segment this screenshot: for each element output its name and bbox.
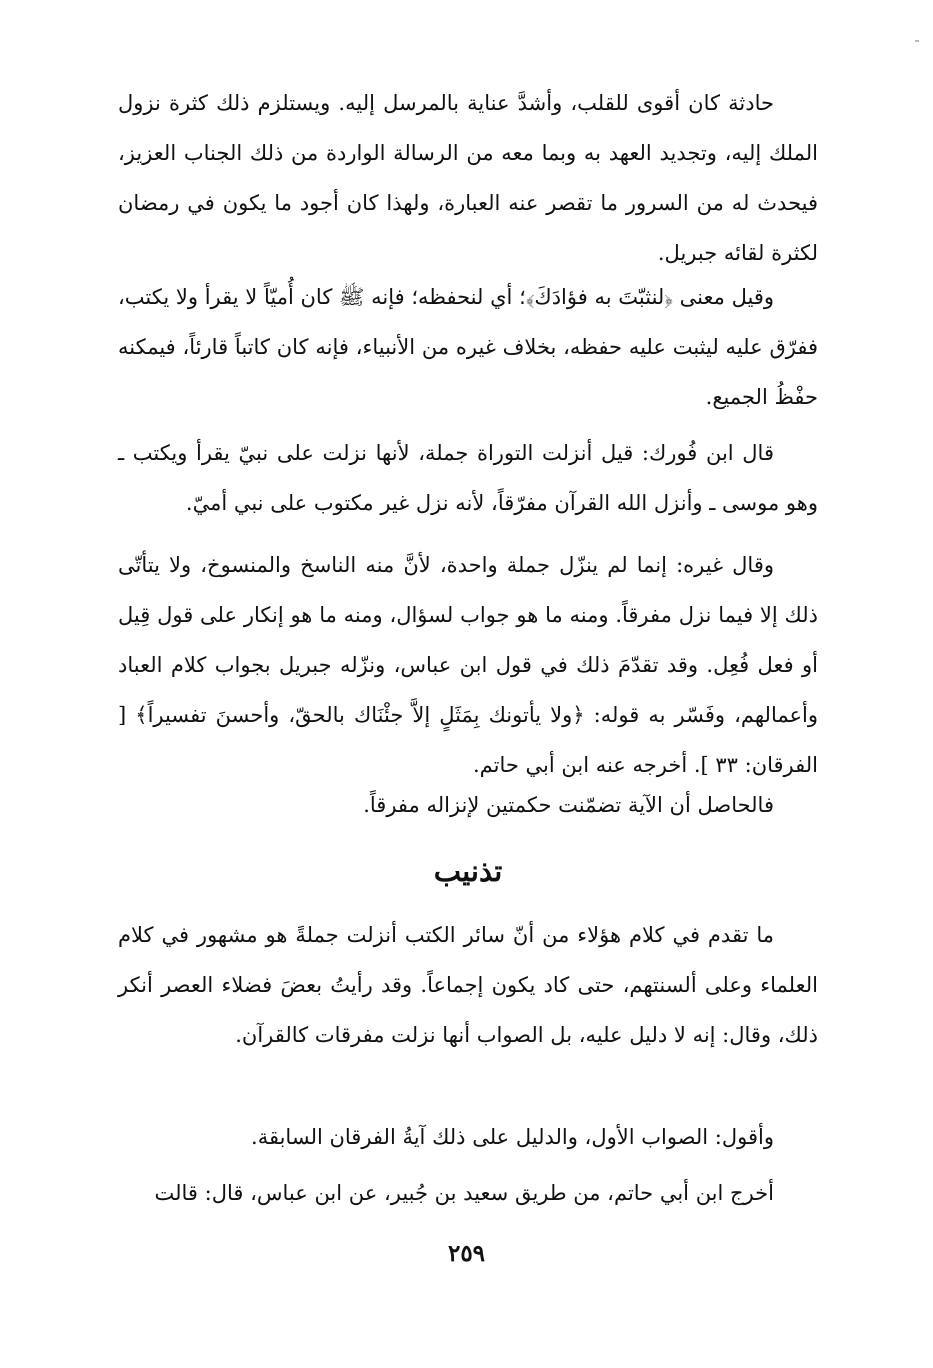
- paragraph-7: وأقول: الصواب الأول، والدليل على ذلك آيةُ الفرقان السابقة.: [251, 1125, 774, 1149]
- paragraph-1: حادثة كان أقوى للقلب، وأشدَّ عناية بالمرسل إليه. ويستلزم ذلك كثرة نزول الملك إليه، وتجديد العهد به وبما معه من الرسالة الواردة من ذلك الجناب العزيز، فيحدث له من السرور ما تقصر عنه العبارة، ولهذا كان أجود ما يكون في رمضان لكثرة لقائه جبريل.: [118, 91, 818, 265]
- paragraph-2: وقيل معنى ﴿لنثبّتَ به فؤادَكَ﴾؛ أي لنحفظه؛ فإنه ﷺ كان أُميّاً لا يقرأ ولا يكتب، ففرّق عليه ليثبت عليه حفظه، بخلاف غيره من الأنبياء، فإنه كان كاتباً قارئاً، فيمكنه حفْظُ الجميع.: [118, 285, 818, 409]
- scan-edge-mark: [915, 40, 919, 42]
- paragraph-3: قال ابن فُورك: قيل أنزلت التوراة جملة، لأنها نزلت على نبيّ يقرأ ويكتب ـ وهو موسى ـ وأنزل الله القرآن مفرّقاً، لأنه نزل غير مكتوب على نبي أميّ.: [118, 441, 818, 515]
- section-heading: تذنيب: [433, 854, 503, 888]
- paragraph-5: فالحاصل أن الآية تضمّنت حكمتين لإنزاله مفرقاً.: [363, 793, 774, 817]
- paragraph-6: ما تقدم في كلام هؤلاء من أنّ سائر الكتب أنزلت جملةً هو مشهور في كلام العلماء وعلى ألسنتهم، حتى كاد يكون إجماعاً. وقد رأيتُ بعضَ فضلاء العصر أنكر ذلك، وقال: إنه لا دليل عليه، بل الصواب أنها نزلت مفرقات كالقرآن.: [118, 923, 818, 1047]
- page-number: ٢٥٩: [447, 1240, 486, 1267]
- paragraph-4: وقال غيره: إنما لم ينزّل جملة واحدة، لأنَّ منه الناسخ والمنسوخ، ولا يتأتّى ذلك إلا فيما نزل مفرقاً. ومنه ما هو جواب لسؤال، ومنه ما هو إنكار على قول قِيل أو فعل فُعِل. وقد تقدّمَ ذلك في قول ابن عباس، ونزّله جبريل بجواب كلام العباد وأعمالهم، وفَسّر به قوله: ﴿ولا يأتونك بِمَثَلٍ إلاَّ جئْنَاك بالحقّ، وأحسنَ تفسيراً﴾ [ الفرقان: ٣٣ ]. أخرجه عنه ابن أبي حاتم.: [118, 553, 818, 777]
- paragraph-8: أخرج ابن أبي حاتم، من طريق سعيد بن جُبير، عن ابن عباس، قال: قالت: [154, 1181, 774, 1205]
